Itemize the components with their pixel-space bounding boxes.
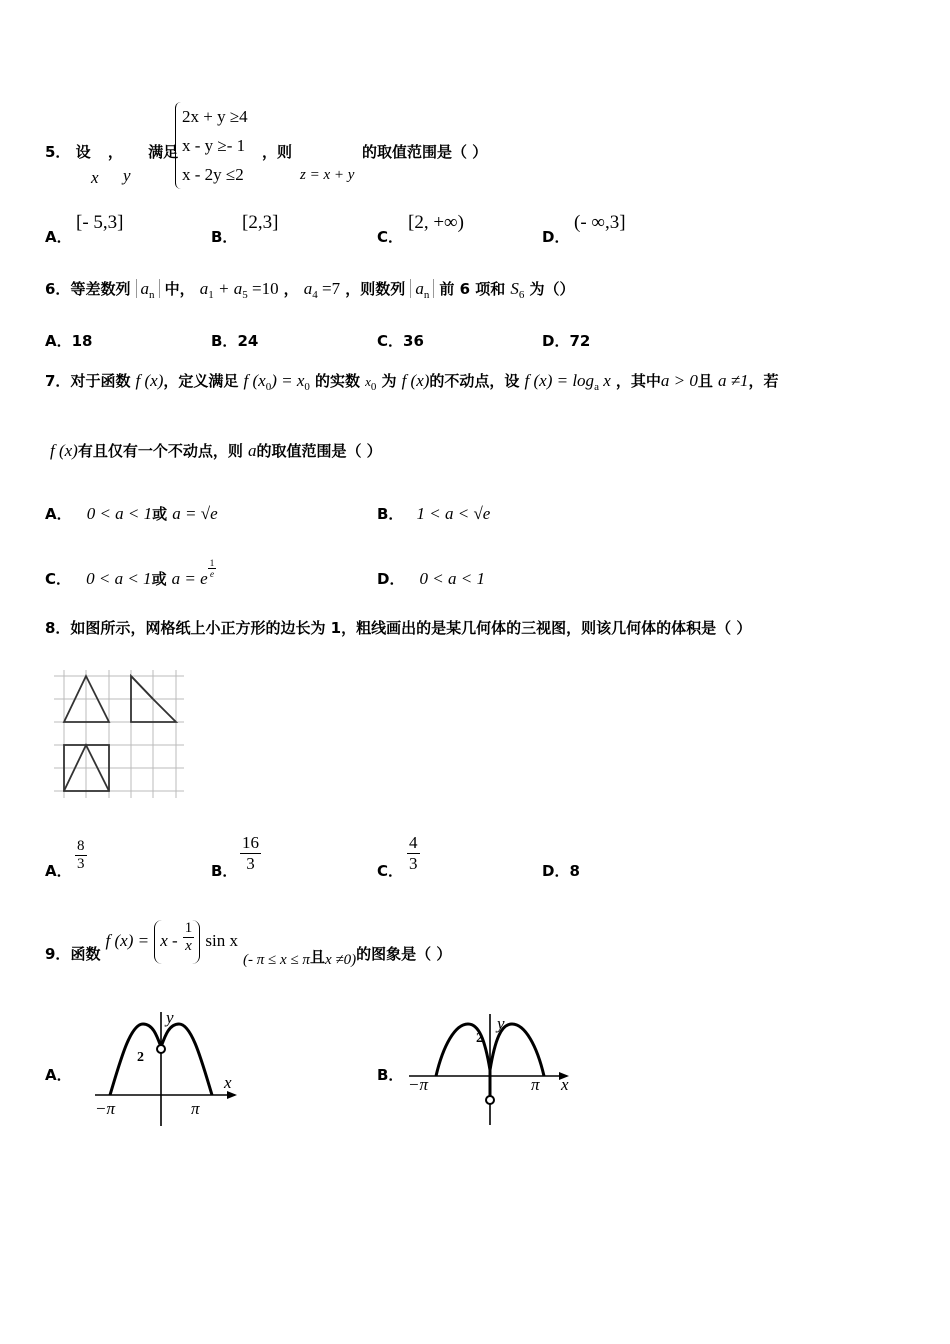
- q7-opt-b: B． 1 < a < √e: [377, 504, 491, 523]
- label-neg-pi: −π: [95, 1099, 115, 1118]
- open-point: [486, 1096, 494, 1104]
- q5-opt-d: (- ∞,3]: [574, 212, 626, 233]
- q5-var-x: x: [91, 168, 99, 187]
- q6-S6: $S_6$: [510, 279, 525, 301]
- q5-var-y: y: [123, 166, 131, 185]
- q9-graph-a: [85, 1004, 245, 1129]
- q5-ask: 的取值范围是（ ）: [362, 143, 488, 161]
- q8-opt-a: $\frac{8}{3}$: [77, 838, 85, 872]
- grid-lines: [54, 670, 184, 798]
- q8-stem: 8．如图所示，网格纸上小正方形的边长为 1，粗线画出的是某几何体的三视图，则该几何体的体积是（ ）: [45, 619, 752, 637]
- q5-then: ，则: [262, 143, 293, 161]
- x-axis-arrow-icon: [227, 1091, 237, 1099]
- q7-stem-line2: f (x)有且仅有一个不动点，则 a的取值范围是（ ）: [50, 441, 382, 460]
- x-label: x: [561, 1075, 569, 1094]
- q7-stem-line1: 7．对于函数 f (x)，定义满足 f $(x_0) = x_0$ 的实数 $x_0$ 为 f (x)的不动点，设 f $(x) = \log_a x$ ，其中a > 0且 a ≠1，若: [45, 371, 779, 393]
- q5-opt-d-label: D．: [542, 228, 570, 246]
- q8-opt-a-label: A．: [45, 862, 72, 880]
- q6-opt-a: A．18: [45, 332, 93, 350]
- label-two: 2: [476, 1031, 483, 1046]
- label-two: 2: [137, 1050, 144, 1065]
- q5-opt-b: [2,3]: [242, 212, 279, 233]
- label-neg-pi: −π: [408, 1075, 428, 1094]
- q7-opt-c: C． 0 < a < 1或 a = e $\frac{1}{e}$: [45, 558, 215, 588]
- three-view-grid-figure: [52, 668, 186, 800]
- y-label: y: [166, 1008, 174, 1027]
- q6-eq2: $a_4 =7$: [303, 279, 341, 301]
- q6-seq-2: $a_n$: [410, 279, 434, 298]
- q9-paren-group: x - $\frac{1}{x}$: [154, 920, 200, 964]
- q6-seq: $a_n$: [136, 279, 160, 298]
- label-pi: π: [531, 1075, 540, 1094]
- q6-opt-b: B．24: [211, 332, 259, 350]
- q8-opt-c-label: C．: [377, 862, 404, 880]
- label-pi: π: [191, 1099, 200, 1118]
- q5-opt-c: [2, +∞): [408, 212, 464, 233]
- open-point: [157, 1045, 165, 1053]
- x-label: x: [224, 1073, 232, 1092]
- q6-stem: 6．等差数列 $a_n$ 中， $a_1 + a_5 =10$ ， $a_4 =7$ ，则数列 $a_n$ 前 6 项和 $S_6$ 为（）: [45, 279, 575, 301]
- q8-opt-b-label: B．: [211, 862, 238, 880]
- q5-stem: 5． 设 ， 满足: [45, 143, 179, 161]
- q6-eq1: $a_1 + a_5 =10$: [199, 279, 279, 301]
- q5-opt-b-label: B．: [211, 228, 238, 246]
- q5-opt-c-label: C．: [377, 228, 404, 246]
- q9-stem: 9．函数 f (x) = x - $\frac{1}{x}$ sin x (- π ≤ x ≤ π且x ≠0)的图象是（ ）: [45, 920, 452, 968]
- q7-opt-a: A． 0 < a < 1或 a = √e: [45, 504, 218, 523]
- q8-opt-d: D．8: [542, 862, 580, 880]
- q9-opt-b-label: B．: [377, 1066, 404, 1084]
- q9-graph-b: [405, 1010, 575, 1132]
- q7-opt-d: D． 0 < a < 1: [377, 569, 485, 588]
- q5-z-expr: z = x + y: [300, 167, 355, 183]
- q5-opt-a-label: A．: [45, 228, 72, 246]
- q5-constraint-system: 2x + y ≥4 x - y ≥- 1 x - 2y ≤2: [175, 102, 248, 189]
- q9-opt-a-label: A．: [45, 1066, 72, 1084]
- view-outlines: [64, 676, 176, 791]
- q6-opt-d: D．72: [542, 332, 591, 350]
- q8-opt-b: $\frac{16}{3}$: [242, 833, 259, 873]
- y-label: y: [497, 1014, 505, 1033]
- q6-opt-c: C．36: [377, 332, 424, 350]
- q8-opt-c: $\frac{4}{3}$: [409, 833, 418, 873]
- q5-opt-a: [- 5,3]: [76, 212, 124, 233]
